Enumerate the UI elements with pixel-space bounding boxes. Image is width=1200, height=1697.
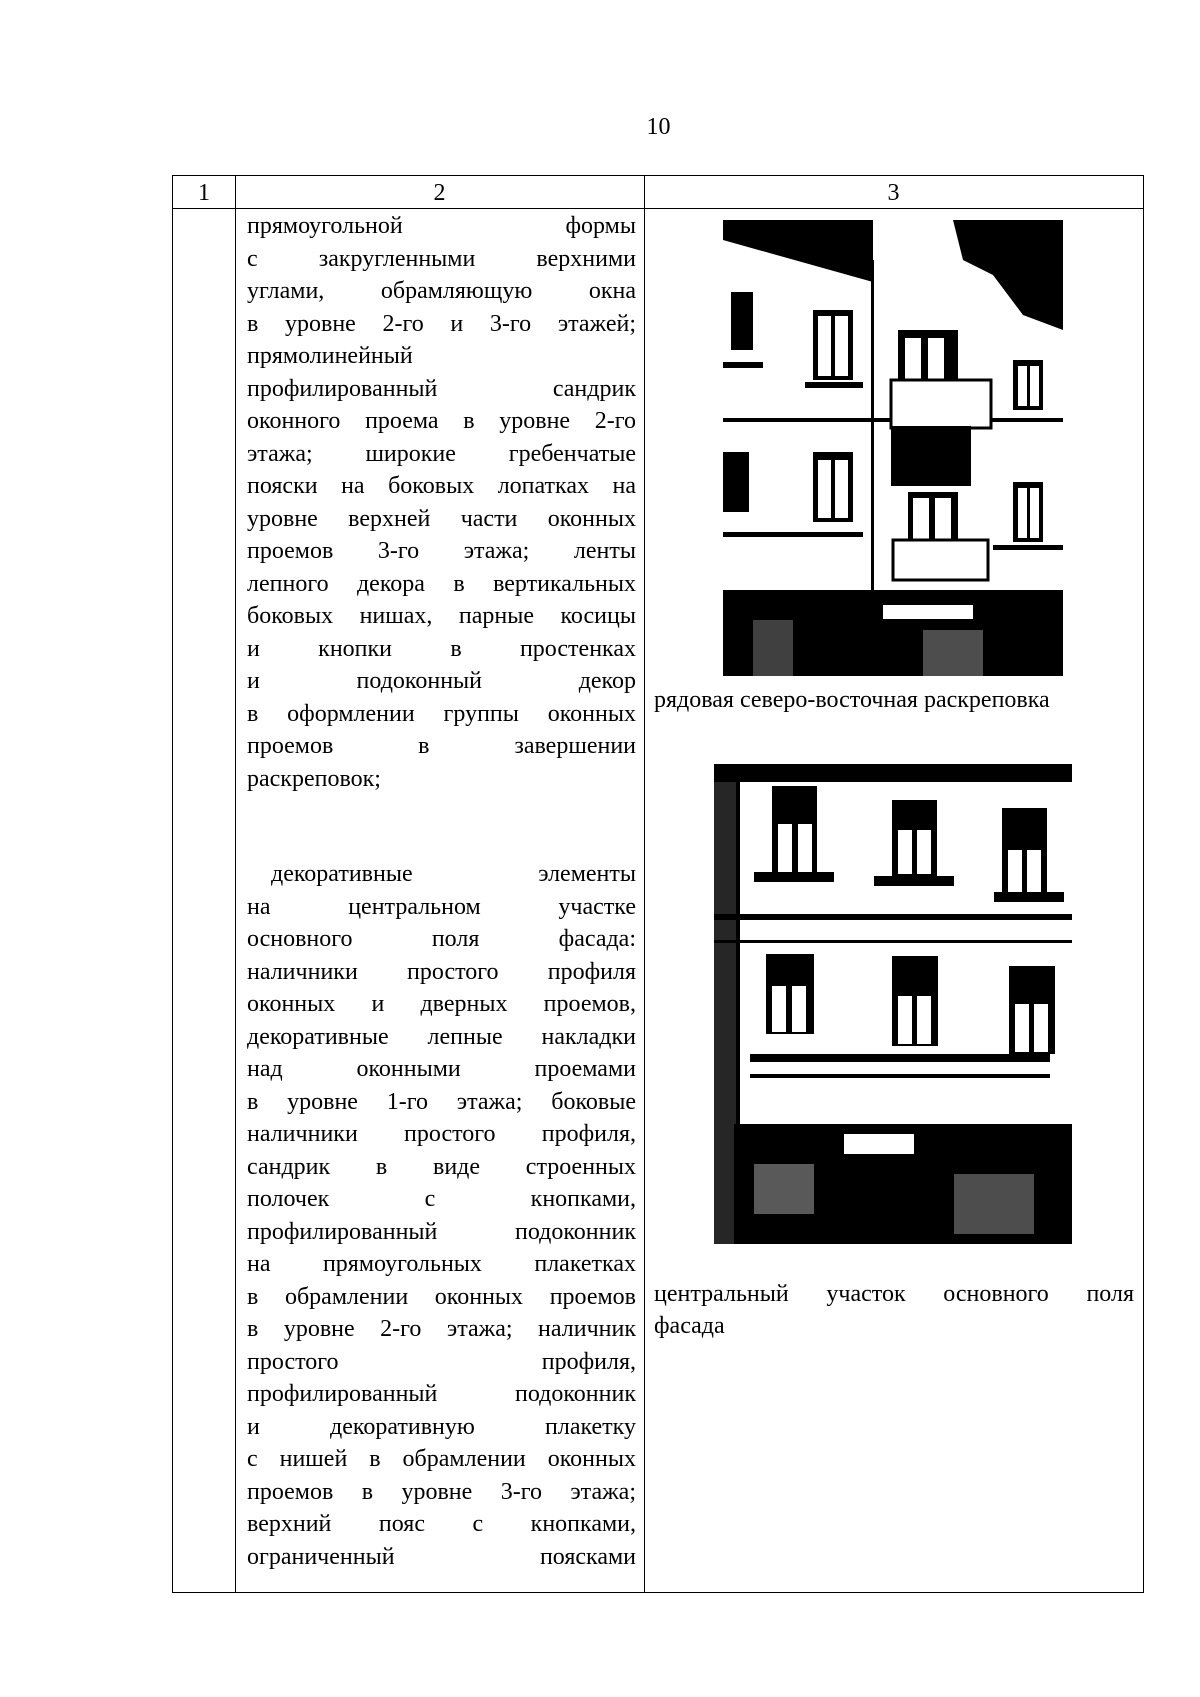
description-line: с закругленными верхними <box>247 245 636 272</box>
description-line: в уровне 1-го этажа; боковые <box>247 1088 636 1115</box>
facade-photo-central-section <box>714 764 1072 1244</box>
description-line: декоративные лепные накладки <box>247 1023 636 1050</box>
description-line: проемов в завершении <box>247 733 636 759</box>
description-line: основного поля фасада: <box>247 926 636 952</box>
facade-photo-north-east-projection <box>723 220 1063 676</box>
description-line: простого профиля, <box>247 1348 636 1375</box>
description-line: в уровне 2-го этажа; наличник <box>247 1316 636 1342</box>
description-line: оконного проема в уровне 2-го <box>247 408 636 434</box>
description-line: прямоугольной формы <box>247 213 636 239</box>
description-block-2 <box>247 858 636 1573</box>
caption-photo-1: рядовая северо-восточная раскреповка <box>654 687 1050 713</box>
description-line: раскреповок; <box>247 765 381 792</box>
header-col-1: 1 <box>198 180 210 206</box>
description-line: над оконными проемами <box>247 1056 636 1082</box>
description-line: в оформлении группы оконных <box>247 700 636 727</box>
description-line: верхний пояс с кнопками, <box>247 1511 636 1537</box>
description-line: ограниченный поясками <box>247 1543 636 1570</box>
caption-photo-2-line-2: фасада <box>654 1313 725 1339</box>
description-line: оконных и дверных проемов, <box>247 991 636 1017</box>
description-line: наличники простого профиля, <box>247 1121 636 1147</box>
header-col-3: 3 <box>887 180 900 206</box>
description-line: проемов 3-го этажа; ленты <box>247 538 636 564</box>
description-line: профилированный подоконник <box>247 1381 636 1407</box>
description-line: с нишей в обрамлении оконных <box>247 1446 636 1472</box>
description-line: углами, обрамляющую окна <box>247 278 636 304</box>
description-line: профилированный сандрик <box>247 375 636 402</box>
column-divider-1 <box>235 176 236 1592</box>
description-line: боковых нишах, парные косицы <box>247 603 636 629</box>
description-line: уровне верхней части оконных <box>247 505 636 532</box>
description-line: на прямоугольных плакетках <box>247 1251 636 1277</box>
description-line: и декоративную плакетку <box>247 1413 636 1440</box>
description-line: на центральном участке <box>247 893 636 920</box>
description-line: наличники простого профиля <box>247 958 636 985</box>
description-line: этажа; широкие гребенчатые <box>247 440 636 467</box>
description-line: полочек с кнопками, <box>247 1186 636 1212</box>
header-col-2: 2 <box>433 180 446 206</box>
caption-photo-2-line-1: центральный участок основного поля <box>654 1281 1134 1307</box>
page-number: 10 <box>646 114 671 140</box>
description-line: декоративные элементы <box>271 861 636 887</box>
description-line: и кнопки в простенках <box>247 635 636 662</box>
description-line: сандрик в виде строенных <box>247 1153 636 1180</box>
description-line: в обрамлении оконных проемов <box>247 1283 636 1310</box>
header-divider <box>173 208 1143 209</box>
description-line: в уровне 2-го и 3-го этажей; <box>247 310 636 337</box>
column-divider-2 <box>644 176 645 1592</box>
description-line: пояски на боковых лопатках на <box>247 473 636 499</box>
description-line: лепного декора в вертикальных <box>247 570 636 597</box>
description-line: проемов в уровне 3-го этажа; <box>247 1478 636 1505</box>
description-line: профилированный подоконник <box>247 1218 636 1245</box>
description-line: прямолинейный <box>247 343 413 369</box>
attribute-table <box>172 175 1144 1593</box>
description-block-1 <box>247 210 636 795</box>
description-line: и подоконный декор <box>247 668 636 694</box>
